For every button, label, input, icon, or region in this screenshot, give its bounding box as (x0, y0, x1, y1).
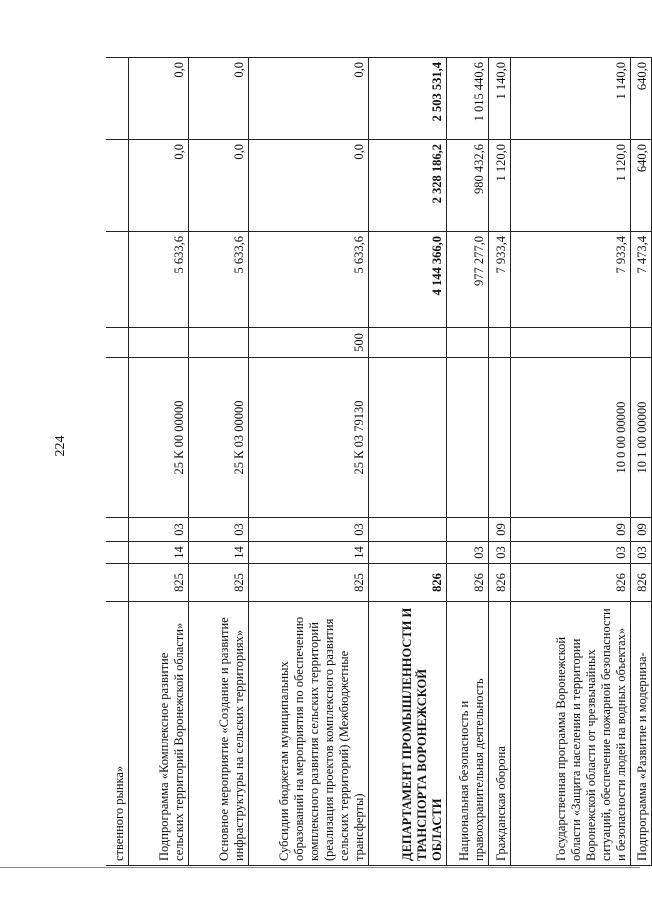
row-vr (128, 328, 188, 358)
row-ved: 825 (188, 564, 248, 602)
budget-table (106, 57, 652, 866)
row-value-3: 1 140,0 (488, 58, 510, 140)
row-value-1: 7 933,4 (488, 232, 510, 328)
row-name: Подпрограмма «Комплексное развитие сельских территорий Воронежской области» (128, 602, 188, 866)
row-value-3: 1 015 440,6 (446, 58, 488, 140)
row-name: Основное мероприятие «Создание и развитие инфраструктуры на сельских территориях» (188, 602, 248, 866)
row-value-3 (106, 58, 128, 140)
row-value-1: 5 633,6 (128, 232, 188, 328)
row-value-1 (106, 232, 128, 328)
row-value-2 (106, 140, 128, 232)
row-csr: 10 0 00 00000 (510, 358, 630, 518)
row-vr (106, 328, 128, 358)
row-ved: 826 (368, 564, 446, 602)
row-vr (368, 328, 446, 358)
row-csr: 25 К 00 00000 (128, 358, 188, 518)
row-csr (488, 358, 510, 518)
row-pr: 09 (510, 518, 630, 542)
row-pr: 09 (488, 518, 510, 542)
table-row (368, 58, 446, 866)
table-row (446, 58, 488, 866)
row-vr (510, 328, 630, 358)
row-name: Гражданская оборона (488, 602, 510, 866)
row-rz: 03 (446, 542, 488, 564)
row-vr (188, 328, 248, 358)
row-csr: 25 К 03 00000 (188, 358, 248, 518)
row-value-1: 7 473,4 (630, 232, 651, 328)
row-rz: 14 (188, 542, 248, 564)
row-value-2: 0,0 (128, 140, 188, 232)
row-value-2: 2 328 186,2 (368, 140, 446, 232)
row-pr (368, 518, 446, 542)
row-value-1: 5 633,6 (188, 232, 248, 328)
row-value-1: 7 933,4 (510, 232, 630, 328)
row-vr (446, 328, 488, 358)
row-rz: 03 (510, 542, 630, 564)
row-pr: 03 (128, 518, 188, 542)
row-value-3: 1 140,0 (510, 58, 630, 140)
row-rz (106, 542, 128, 564)
row-pr: 03 (188, 518, 248, 542)
row-value-2: 0,0 (188, 140, 248, 232)
row-value-3: 0,0 (248, 58, 368, 140)
row-name: Национальная безопасность и правоохранительная деятельность (446, 602, 488, 866)
row-value-1: 5 633,6 (248, 232, 368, 328)
row-rz: 03 (488, 542, 510, 564)
table-row (630, 58, 651, 866)
row-ved: 825 (128, 564, 188, 602)
table-row (106, 58, 128, 866)
row-ved: 826 (488, 564, 510, 602)
row-ved (106, 564, 128, 602)
row-value-2: 980 432,6 (446, 140, 488, 232)
row-value-2: 640,0 (630, 140, 651, 232)
row-value-1: 4 144 366,0 (368, 232, 446, 328)
table-row (128, 58, 188, 866)
row-name: ДЕПАРТАМЕНТ ПРОМЫШЛЕННОСТИ И ТРАНСПОРТА ВОРОНЕЖСКОЙ ОБЛАСТИ (368, 602, 446, 866)
row-rz: 14 (248, 542, 368, 564)
row-pr (106, 518, 128, 542)
row-value-3: 640,0 (630, 58, 651, 140)
row-pr (446, 518, 488, 542)
row-csr (106, 358, 128, 518)
row-ved: 826 (630, 564, 651, 602)
row-csr: 10 1 00 00000 (630, 358, 651, 518)
row-rz: 03 (630, 542, 651, 564)
row-vr (488, 328, 510, 358)
row-value-1: 977 277,0 (446, 232, 488, 328)
row-value-2: 0,0 (248, 140, 368, 232)
row-vr (630, 328, 651, 358)
table-row (488, 58, 510, 866)
row-value-2: 1 120,0 (510, 140, 630, 232)
row-value-3: 0,0 (188, 58, 248, 140)
row-ved: 826 (446, 564, 488, 602)
row-name: Государственная программа Воронежской области «Защита населения и территории Воронежской области от чрезвычайных ситуаций, обеспечение пожарной безопасности и безопасности людей на водных объектах» (510, 602, 630, 866)
row-rz (368, 542, 446, 564)
row-name: ственного рынка» (106, 602, 128, 866)
row-value-3: 2 503 531,4 (368, 58, 446, 140)
table-row (188, 58, 248, 866)
row-ved: 826 (510, 564, 630, 602)
row-value-2: 1 120,0 (488, 140, 510, 232)
row-rz: 14 (128, 542, 188, 564)
row-csr (368, 358, 446, 518)
table-row (510, 58, 630, 866)
table-row (248, 58, 368, 866)
row-name: Субсидии бюджетам муниципальных образований на мероприятия по обеспечению комплексного развития сельских территорий (реализация проектов комплексного развития сельских территорий) (Межбюджетные трансферты) (248, 602, 368, 866)
row-csr (446, 358, 488, 518)
row-pr: 03 (248, 518, 368, 542)
row-ved: 825 (248, 564, 368, 602)
row-vr: 500 (248, 328, 368, 358)
budget-table-container (106, 58, 649, 866)
row-value-3: 0,0 (128, 58, 188, 140)
row-csr: 25 К 03 79130 (248, 358, 368, 518)
row-pr: 09 (630, 518, 651, 542)
footer-divider (0, 867, 640, 868)
page-number: 224 (53, 435, 68, 457)
row-name: Подпрограмма «Развитие и модерниза- (630, 602, 651, 866)
